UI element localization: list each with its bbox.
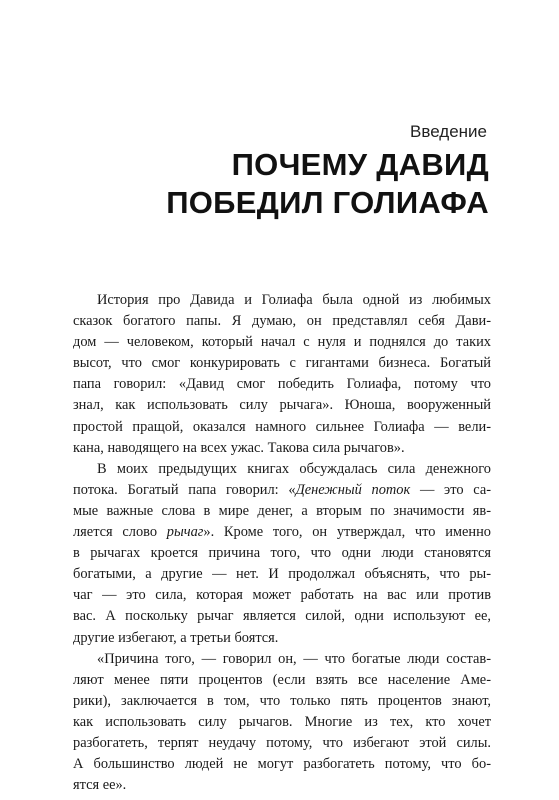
- paragraph-2: [73, 459, 491, 649]
- text-line: знал, как использовать силу рычага». Юноша, вооруженный: [73, 397, 491, 414]
- text-line: [73, 522, 491, 543]
- text-line: «Причина того, — говорил он, — что богатые люди состав-: [97, 650, 491, 667]
- text-line: богатыми, а другие — нет. И продолжал объяснять, что ры-: [73, 566, 491, 583]
- text-line: папа говорил: «Давид смог победить Голиафа, потому что: [73, 376, 491, 393]
- text-line: простой пращой, оказался намного сильнее Голиафа — вели-: [73, 418, 491, 435]
- text-line: ляют менее пяти процентов (если взять все население Аме-: [73, 671, 491, 688]
- text-line: [73, 480, 491, 501]
- body-text: [73, 290, 491, 796]
- text-line: чаг — это сила, которая может работать на вас или против: [73, 587, 491, 604]
- chapter-title-line-2: ПОБЕДИЛ ГОЛИАФА: [166, 185, 489, 220]
- text-line: сказок богатого папы. Я думаю, он представлял себя Дави-: [73, 313, 491, 330]
- text-line: дом — человеком, который начал с нуля и поднялся до таких: [73, 334, 491, 351]
- chapter-label: Введение: [410, 122, 487, 141]
- emphasis-cash-flow: Денежный поток: [295, 481, 411, 498]
- chapter-title: [69, 146, 489, 222]
- text-line: рики), заключается в том, что только пять процентов знают,: [73, 692, 491, 709]
- text-segment: ». Кроме того, он утверждал, что именно: [203, 524, 491, 541]
- text-line: кана, наводящего на всех ужас. Такова сила рычагов».: [73, 439, 405, 456]
- emphasis-leverage: рычаг: [166, 524, 204, 541]
- text-segment: потока. Богатый папа говорил: «: [73, 481, 296, 498]
- text-line: В моих предыдущих книгах обсуждалась сила денежного: [97, 460, 491, 477]
- text-line: в рычагах кроется причина того, что одни люди становятся: [73, 545, 491, 562]
- text-line: как использовать силу рычагов. Многие из тех, кто хочет: [73, 713, 491, 730]
- paragraph-1: [73, 290, 491, 459]
- text-line: другие избегают, а третьи боятся.: [73, 629, 279, 646]
- text-line: вас. А поскольку рычаг является силой, одни используют ее,: [73, 608, 491, 625]
- text-line: ятся ее».: [73, 777, 127, 794]
- text-segment: — это са-: [410, 481, 491, 498]
- text-segment: ляется слово: [73, 524, 167, 541]
- text-line: мые важные слова в мире денег, а вторым по значимости яв-: [73, 502, 491, 519]
- text-line: разбогатеть, терпят неудачу потому, что избегают этой силы.: [73, 734, 491, 751]
- paragraph-3: [73, 649, 491, 797]
- text-line: История про Давида и Голиафа была одной из любимых: [97, 292, 491, 308]
- text-line: высот, что смог конкурировать с гигантами бизнеса. Богатый: [73, 355, 491, 372]
- text-line: А большинство людей не могут разбогатеть потому, что бо-: [73, 756, 491, 773]
- chapter-title-line-1: ПОЧЕМУ ДАВИД: [231, 147, 489, 182]
